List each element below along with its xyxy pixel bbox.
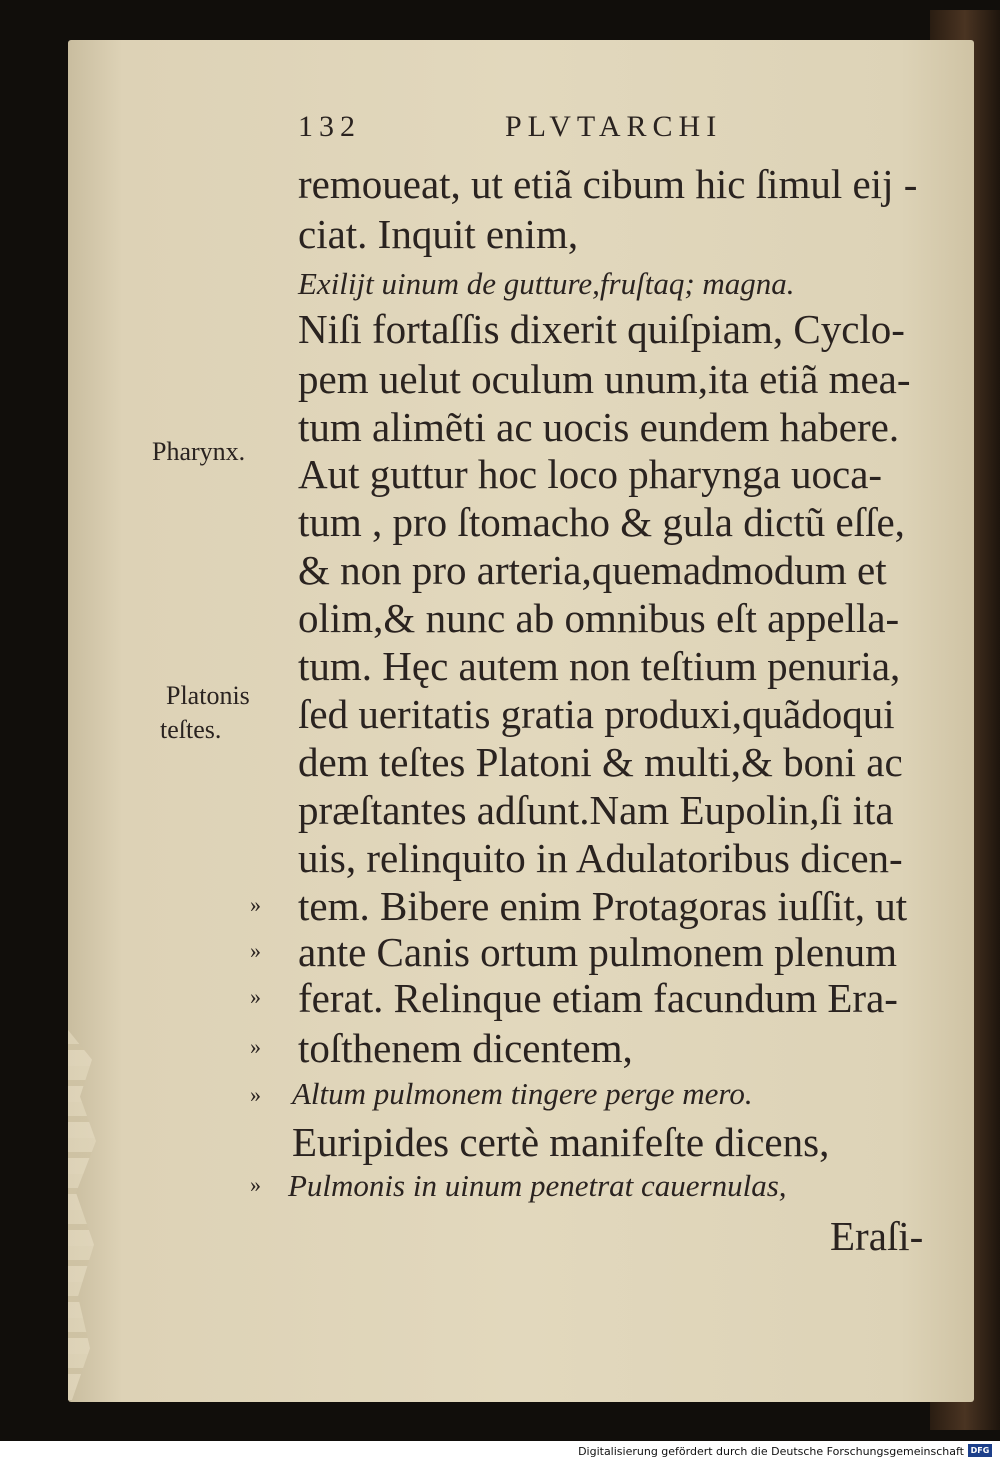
body-line-italic: Exilijt uinum de gutture,fruſtaq; magna. [298, 266, 795, 301]
body-line: Niſi fortaſſis dixerit quiſpiam, Cyclo- [298, 306, 905, 352]
running-title: PLVTARCHI [505, 110, 723, 143]
body-line: uis, relinquito in Adulatoribus dicen- [298, 835, 903, 881]
catchword: Eraſi- [830, 1213, 924, 1259]
margin-note-pharynx: Pharynx. [152, 437, 246, 466]
body-line: Euripides certè manifeſte dicens, [292, 1119, 830, 1165]
footer-credit: Digitalisierung gefördert durch die Deutsche Forschungsgemeinschaft [578, 1445, 964, 1458]
quote-mark: » [250, 984, 261, 1009]
body-line: tum alimẽti ac uocis eundem habere. [298, 404, 900, 450]
body-line: ſed ueritatis gratia produxi,quãdoqui [298, 691, 895, 737]
body-line: dem teſtes Platoni & multi,& boni ac [298, 739, 903, 785]
body-line: ante Canis ortum pulmonem plenum [298, 929, 897, 975]
body-line: ciat. Inquit enim, [298, 211, 579, 257]
body-line: pem uelut oculum unum,ita etiã mea- [298, 356, 911, 402]
body-line: olim,& nunc ab omnibus eſt appella- [298, 595, 900, 641]
body-line: tum , pro ſtomacho & gula dictũ eſſe, [298, 499, 905, 545]
body-line: præſtantes adſunt.Nam Eupolin,ſi ita [298, 787, 894, 833]
quote-mark: » [250, 1082, 261, 1107]
body-line: remoueat, ut etiã cibum hic ſimul eij - [298, 161, 918, 207]
quote-mark: » [250, 1172, 261, 1197]
body-line: ferat. Relinque etiam facundum Era- [298, 975, 898, 1021]
dfg-logo: DFG [968, 1444, 992, 1457]
quote-mark: » [250, 892, 261, 917]
body-line: & non pro arteria,quemadmodum et [298, 547, 887, 593]
body-line-italic: Altum pulmonem tingere perge mero. [292, 1076, 753, 1111]
body-line: tem. Bibere enim Protagoras iuſſit, ut [298, 883, 908, 929]
margin-note-testes: teſtes. [160, 715, 222, 744]
quote-mark: » [250, 938, 261, 963]
body-line: Aut guttur hoc loco pharynga uoca- [298, 451, 883, 497]
margin-note-platonis: Platonis [166, 681, 250, 710]
body-line-italic: Pulmonis in uinum penetrat cauernulas, [288, 1168, 787, 1203]
quote-mark: » [250, 1034, 261, 1059]
footer-bar [0, 1441, 1000, 1461]
body-line: toſthenem dicentem, [298, 1025, 633, 1071]
body-line: tum. Hęc autem non teſtium penuria, [298, 643, 901, 689]
page-number: 132 [298, 110, 361, 143]
